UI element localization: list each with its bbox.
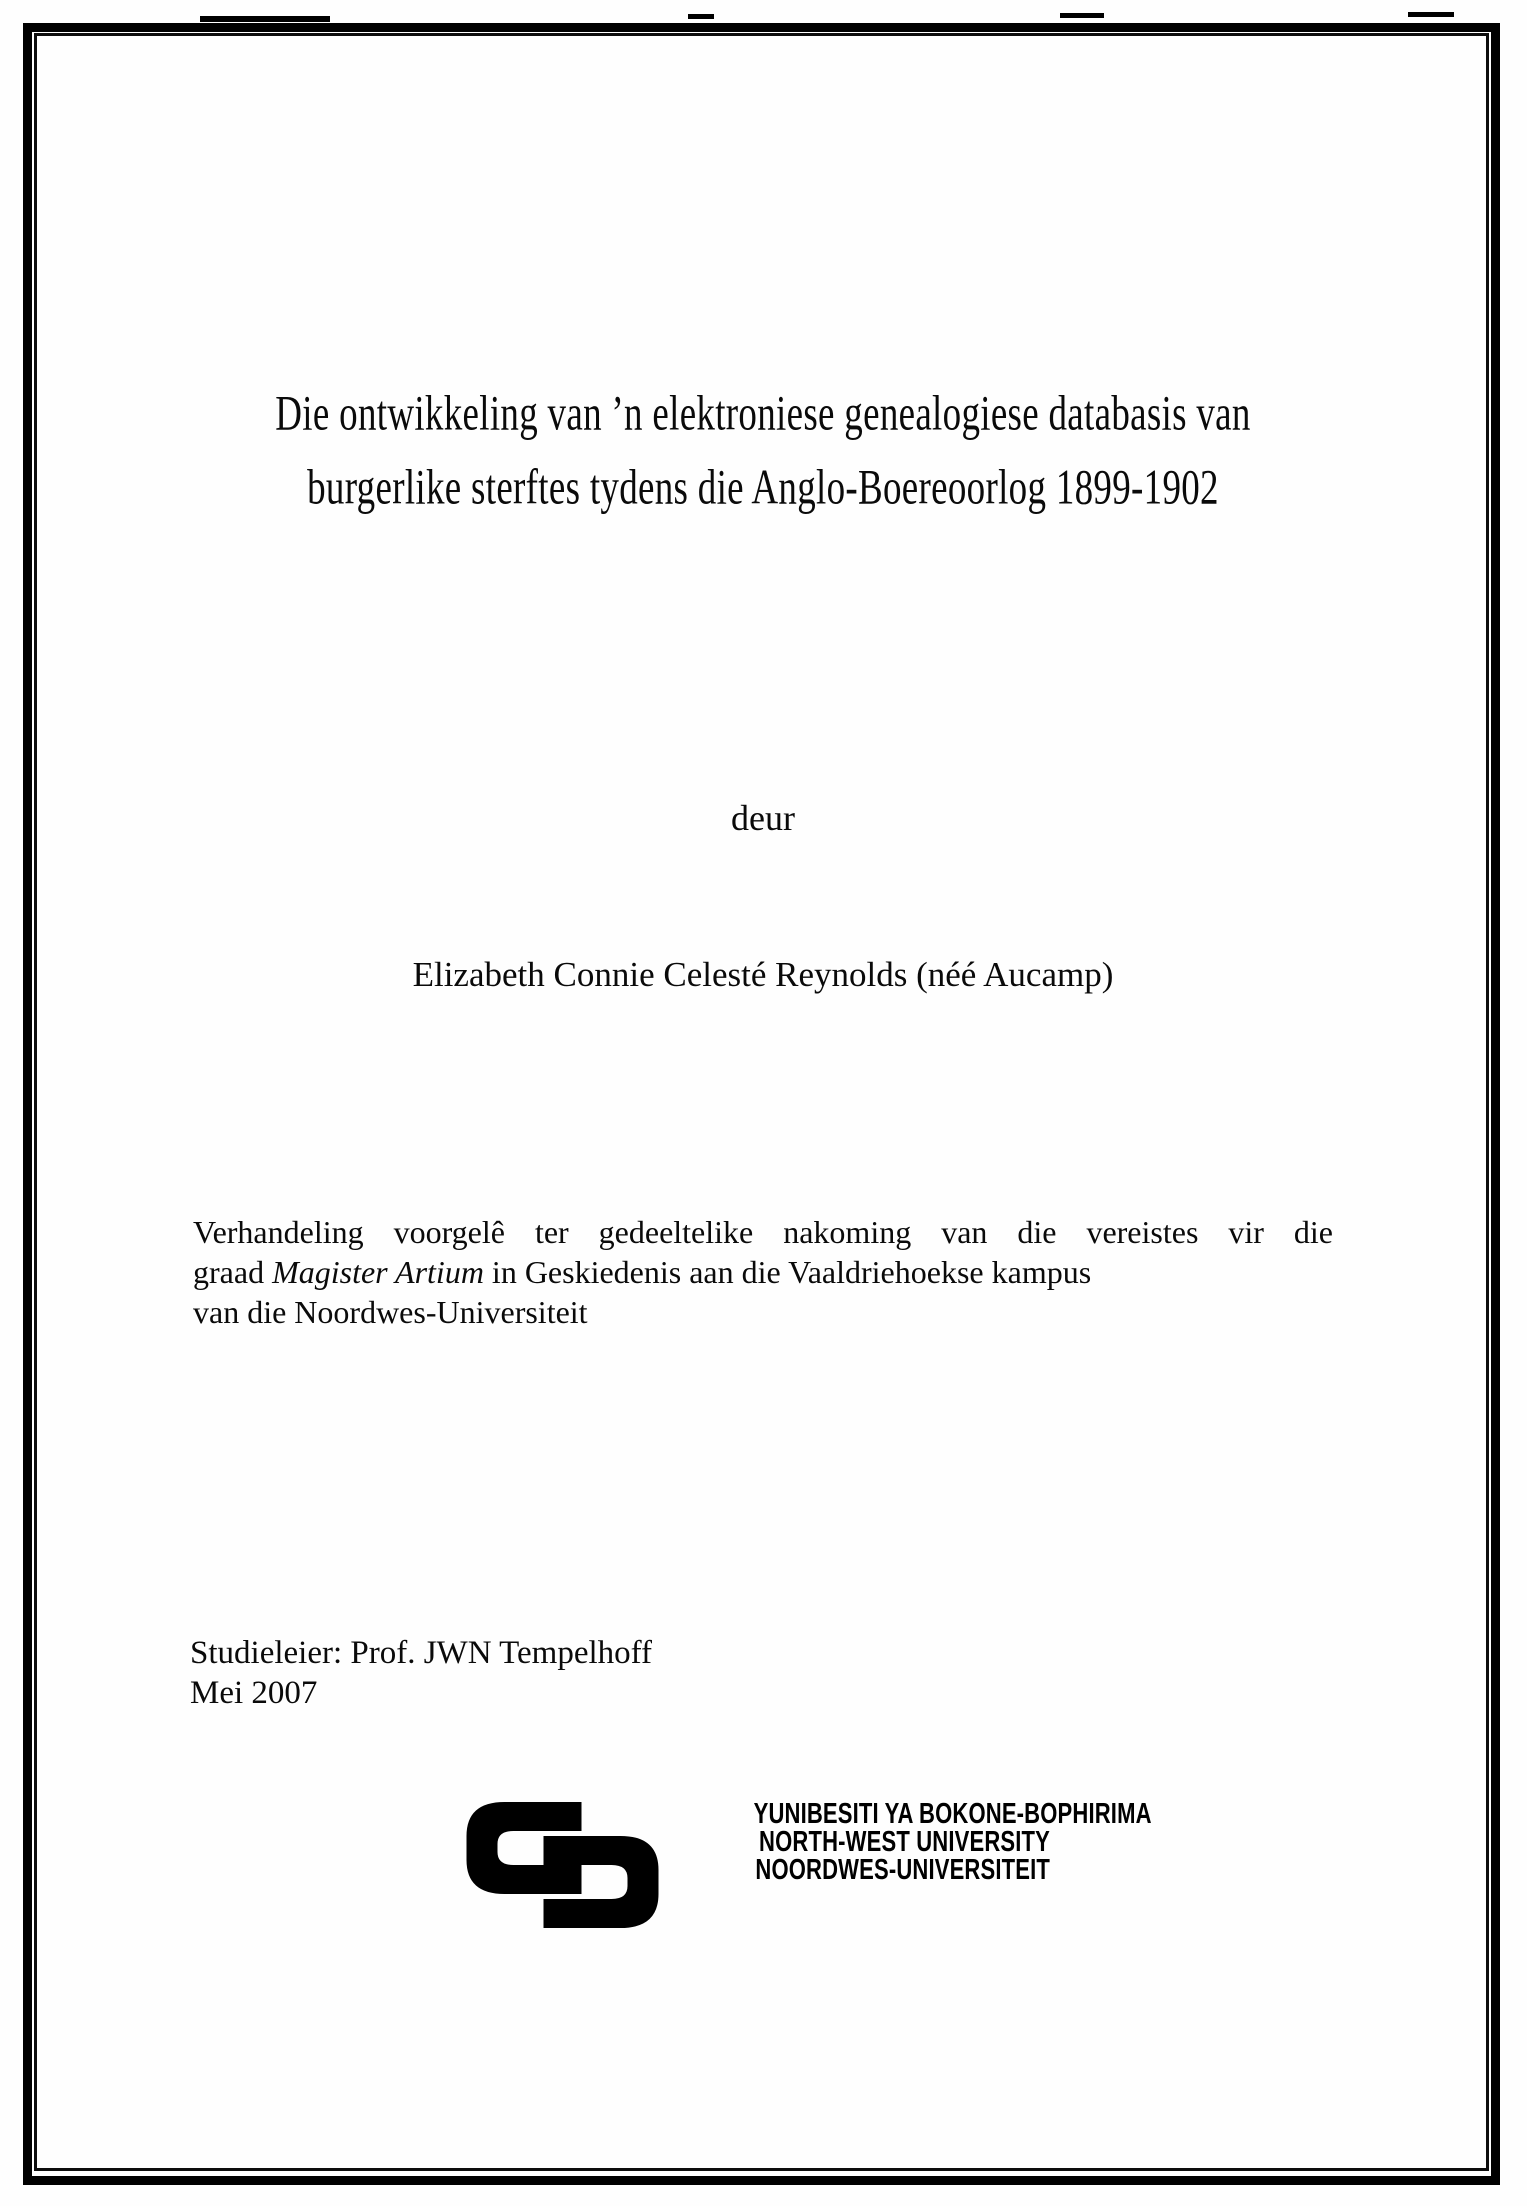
author-name: Elizabeth Connie Celesté Reynolds (néé Aucamp) [412,955,1114,994]
supervisor-line: Studieleier: Prof. JWN Tempelhoff [190,1635,653,1671]
scan-artifact [688,14,714,19]
thesis-title-line1: Die ontwikkeling van ’n elektroniese genealogiese databasis van [275,387,1251,442]
degree-statement-line2-suffix: in Geskiedenis aan die Vaaldriehoekse kampus [483,1254,1092,1290]
university-logo [466,1798,1152,1938]
logo-line-english: NORTH-WEST UNIVERSITY [759,1826,1050,1858]
logo-line-setswana: YUNIBESITI YA BOKONE-BOPHIRIMA [753,1798,1152,1830]
byline-deur: deur [731,798,795,838]
scan-artifact [1060,13,1104,18]
degree-statement-line1: Verhandeling voorgelê ter gedeeltelike nakoming van die vereistes vir die [193,1214,1333,1250]
supervisor-block [190,1633,652,1713]
degree-statement-line2 [193,1252,1333,1292]
university-logo-text [753,1798,1152,1886]
degree-name-italic: Magister Artium [272,1254,484,1290]
scan-artifact [200,16,330,22]
degree-statement-line2-prefix: graad [193,1254,273,1290]
scan-artifact [1408,12,1454,17]
nwu-chain-links-icon [466,1802,659,1928]
degree-statement [193,1212,1333,1332]
thesis-title [193,378,1333,526]
date-line: Mei 2007 [190,1675,318,1711]
logo-line-afrikaans: NOORDWES-UNIVERSITEIT [755,1854,1050,1886]
thesis-title-line2: burgerlike sterftes tydens die Anglo-Boereoorlog 1899-1902 [307,461,1219,516]
degree-statement-line3: van die Noordwes-Universiteit [193,1294,588,1330]
